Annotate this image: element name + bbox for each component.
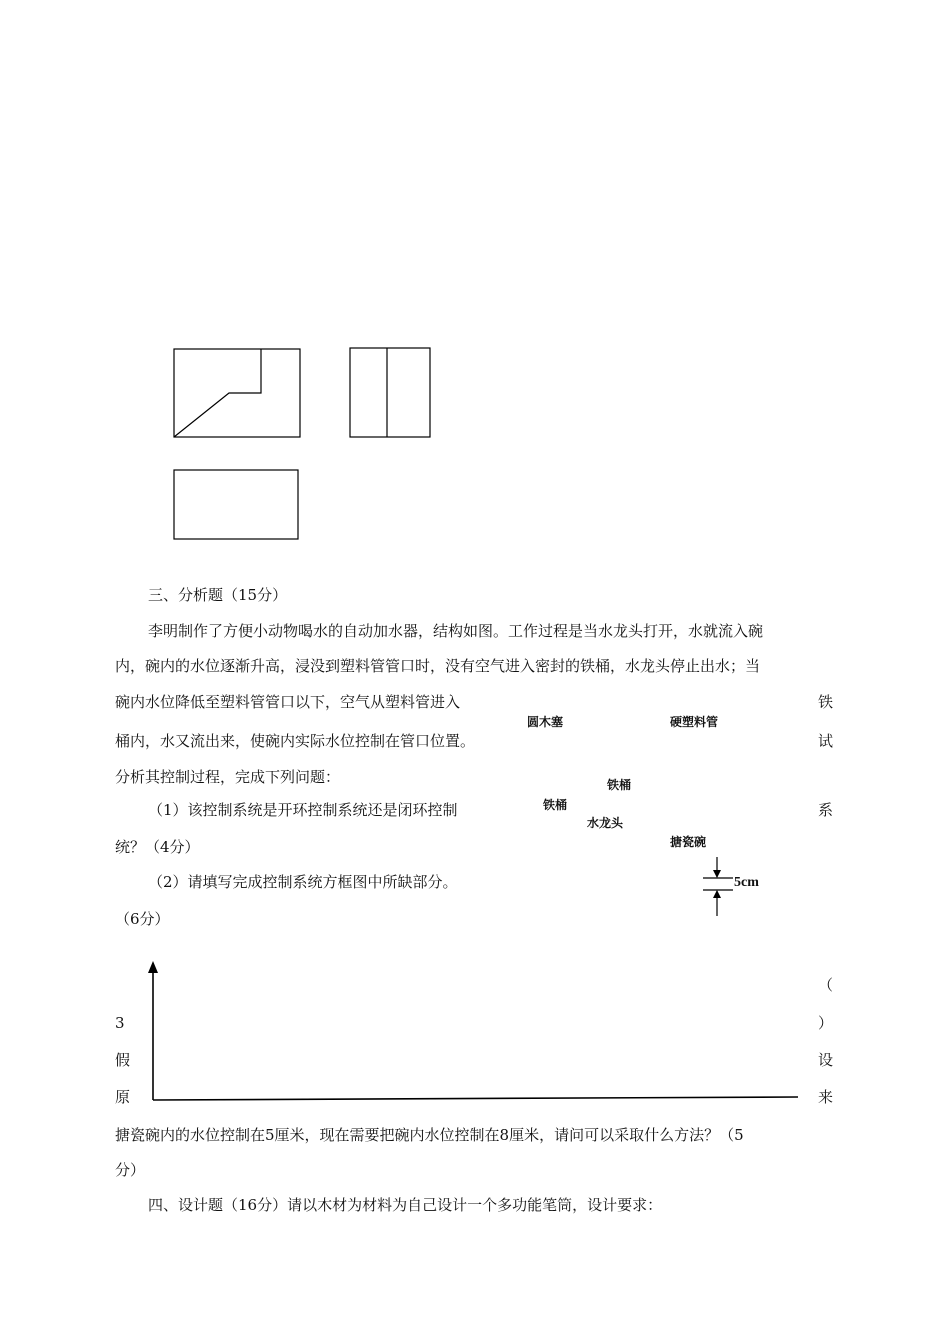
block-diagram-arrow-head <box>148 961 158 973</box>
section3-paragraph-line5: 分析其控制过程，完成下列问题： <box>115 768 341 786</box>
section3-paragraph-line4-end: 试 <box>818 732 834 750</box>
question3-end: 分） <box>115 1161 146 1179</box>
dimension-arrow-up <box>713 890 721 898</box>
right-fragment-open-paren: （ <box>818 976 834 994</box>
section3-paragraph-line4: 桶内，水又流出来，使碗内实际水位控制在管口位置。 <box>115 732 476 750</box>
label-enamel-bowl: 搪瓷碗 <box>670 835 707 849</box>
section3-paragraph-line1: 李明制作了方便小动物喝水的自动加水器，结构如图。工作过程是当水龙头打开，水就流入碗 <box>148 622 764 640</box>
section3-paragraph-line3: 碗内水位降低至塑料管管口以下，空气从塑料管进入 <box>115 693 461 711</box>
section3-heading: 三、分析题（15分） <box>148 586 288 604</box>
left-fragment-yuan: 原 <box>115 1088 131 1106</box>
label-iron-bucket-2: 铁桶 <box>543 798 568 812</box>
question2-cont: （6分） <box>115 910 170 928</box>
left-fragment-3: 3 <box>115 1014 125 1032</box>
label-round-plug: 圆木塞 <box>527 715 564 729</box>
block-diagram-horizontal-line <box>153 1097 798 1100</box>
dimension-arrow-down <box>713 870 721 878</box>
right-fragment-lai: 来 <box>818 1088 834 1106</box>
right-fragment-she: 设 <box>818 1051 834 1069</box>
section3-paragraph-line3-end: 铁 <box>818 693 834 711</box>
question1-cont: 统？（4分） <box>115 838 200 856</box>
top-view <box>174 470 298 539</box>
question2: （2）请填写完成控制系统方框图中所缺部分。 <box>148 873 458 891</box>
question3-cont: 搪瓷碗内的水位控制在5厘米，现在需要把碗内水位控制在8厘米，请问可以采取什么方法？（5 <box>115 1126 744 1144</box>
question1-line-end: 系 <box>818 801 834 819</box>
label-plastic-pipe: 硬塑料管 <box>670 715 719 729</box>
side-view <box>350 348 430 437</box>
section3-paragraph-line2: 内，碗内的水位逐渐升高，浸没到塑料管管口时，没有空气进入密封的铁桶，水龙头停止出水；当 <box>115 657 761 675</box>
section4-heading: 四、设计题（16分）请以木材为材料为自己设计一个多功能笔筒，设计要求： <box>148 1196 663 1214</box>
front-view-step-line <box>174 349 261 437</box>
label-iron-bucket-1: 铁桶 <box>607 778 632 792</box>
label-height-5cm: 5cm <box>734 875 759 890</box>
question1: （1）该控制系统是开环控制系统还是闭环控制 <box>148 801 458 819</box>
label-water-tap: 水龙头 <box>587 816 624 830</box>
right-fragment-close-paren: ） <box>818 1014 834 1032</box>
left-fragment-jia: 假 <box>115 1051 131 1069</box>
